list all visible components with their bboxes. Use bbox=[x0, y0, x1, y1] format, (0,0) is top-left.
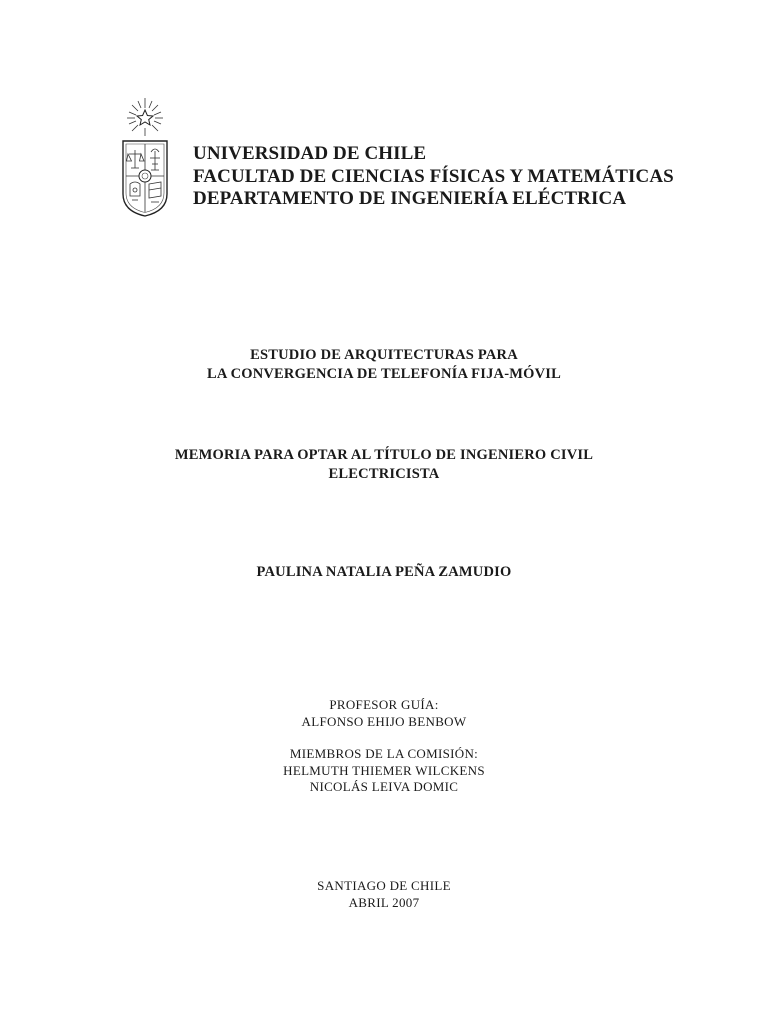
thesis-title-line-2: LA CONVERGENCIA DE TELEFONÍA FIJA-MÓVIL bbox=[207, 366, 561, 382]
institution-header bbox=[193, 143, 674, 211]
advisor-name: ALFONSO EHIJO BENBOW bbox=[301, 713, 467, 729]
place-date-section bbox=[0, 878, 768, 911]
university-name: UNIVERSIDAD DE CHILE bbox=[193, 143, 427, 164]
author-name-text: PAULINA NATALIA PEÑA ZAMUDIO bbox=[256, 564, 512, 580]
degree-statement bbox=[0, 446, 768, 484]
commission-label: MIEMBROS DE LA COMISIÓN: bbox=[289, 746, 479, 761]
thesis-title-line-1: ESTUDIO DE ARQUITECTURAS PARA bbox=[250, 347, 518, 363]
author-name bbox=[0, 563, 768, 582]
commission-section bbox=[0, 746, 768, 796]
place-text: SANTIAGO DE CHILE bbox=[317, 878, 451, 893]
thesis-title bbox=[0, 346, 768, 384]
commission-member-2: NICOLÁS LEIVA DOMIC bbox=[309, 779, 459, 794]
department-name: DEPARTAMENTO DE INGENIERÍA ELÉCTRICA bbox=[193, 188, 627, 209]
date-text: ABRIL 2007 bbox=[348, 894, 420, 910]
advisor-section bbox=[0, 697, 768, 730]
advisor-label: PROFESOR GUÍA: bbox=[329, 697, 439, 712]
university-crest-icon bbox=[118, 96, 172, 220]
commission-member-1: HELMUTH THIEMER WILCKENS bbox=[283, 762, 485, 778]
degree-line-2: ELECTRICISTA bbox=[328, 466, 440, 482]
degree-line-1: MEMORIA PARA OPTAR AL TÍTULO DE INGENIERO CIVIL bbox=[174, 447, 594, 463]
faculty-name: FACULTAD DE CIENCIAS FÍSICAS Y MATEMÁTICAS bbox=[193, 165, 674, 187]
